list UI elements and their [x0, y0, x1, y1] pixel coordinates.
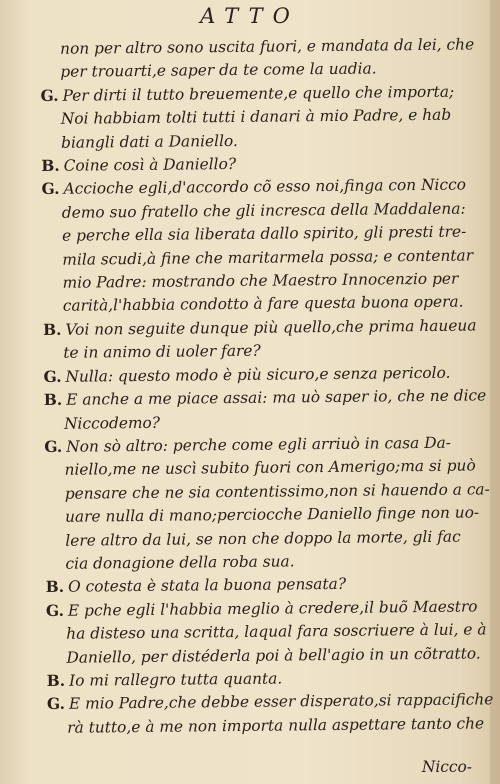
speaker-label: B. — [42, 320, 62, 339]
speaker-label: B. — [43, 390, 63, 410]
speaker-label: G. — [46, 695, 66, 714]
text-line — [47, 712, 485, 740]
line-text: Coine così à Daniello? — [63, 154, 237, 175]
text-line — [41, 104, 473, 132]
text-line — [45, 525, 477, 553]
line-text: Daniello, per distéderla poi à bell'agio in un cõtratto. — [66, 643, 481, 667]
line-text: cia donagione della roba sua. — [65, 552, 295, 573]
line-text: O cotesta è stata la buona pensata? — [68, 575, 347, 597]
running-head: ATTO — [200, 4, 300, 28]
text-line — [43, 314, 475, 342]
line-text: mila scudi,à fine che maritarmela possa; e contentar — [62, 246, 474, 269]
line-text: pensare che ne sia contentissimo,non si hauendo a ca- — [64, 480, 490, 503]
line-text: demo suo fratello che gli incresca della Maddalena: — [61, 199, 466, 222]
line-text: mio Padre: mostrando che Maestro Innocenzio per — [62, 269, 459, 292]
line-text: Voi non seguite dunque più quello,che prima haueua — [65, 316, 477, 339]
line-text: Accioche egli,d'accordo cõ esso noi,finga con Nicco — [63, 175, 467, 199]
line-text: e perche ella sia liberata dallo spirito, gli presti tre- — [61, 222, 467, 246]
line-text: E pche egli l'habbia meglio à credere,il buõ Maestro — [67, 597, 478, 620]
line-text: uare nulla di mano;perciocche Daniello finge non uo- — [64, 503, 480, 526]
dialogue-text-block — [40, 33, 494, 740]
line-text: E mio Padre,che debbe esser disperato,si rappacifiche — [68, 690, 494, 714]
line-text: Niccodemo? — [63, 413, 161, 433]
line-text: Non sò altro: perche come egli arriuò in casa Da- — [66, 433, 452, 456]
line-text: non per altro sono uscita fuori, e mandata da lei, che — [60, 35, 475, 58]
speaker-label: G. — [43, 367, 62, 386]
speaker-label: G. — [45, 601, 65, 620]
line-text: Noi habbiam tolti tutti i danari à mio Padre, e hab — [60, 105, 452, 129]
text-line — [43, 385, 487, 413]
speaker-label: G. — [41, 180, 60, 199]
facing-page-edge — [490, 0, 500, 784]
line-text: E anche a me piace assai: ma uò saper io, che ne dice — [66, 386, 487, 409]
line-text: per trouarti,e saper da te come la uadia. — [60, 59, 377, 82]
speaker-label: B. — [45, 578, 65, 597]
line-text: lere altro da lui, se non che doppo la morte, gli fac — [65, 527, 461, 550]
speaker-label: B. — [41, 156, 60, 176]
speaker-label: G. — [44, 437, 63, 456]
line-text: Io mi rallegro tutta quanta. — [69, 669, 283, 690]
line-text: biangli dati a Daniello. — [61, 131, 238, 152]
line-text: carità,l'habbia condotto à fare questa buona opera. — [62, 293, 464, 316]
speaker-label: G. — [40, 86, 59, 105]
line-text: Per dirti il tutto breuemente,e quello che importa; — [62, 82, 455, 105]
speaker-label: B. — [46, 671, 66, 690]
line-text: ha disteso una scritta, laqual fara soscriuere à lui, e à — [66, 620, 487, 643]
line-text: rà tutto,e à me non importa nulla aspettare tanto che — [67, 714, 485, 737]
text-line — [46, 642, 481, 670]
line-text: niello,me ne uscì subito fuori con Amerigo;ma si può — [64, 456, 476, 480]
line-text: te in animo di uoler fare? — [63, 341, 261, 363]
line-text: Nulla: questo modo è più sicuro,e senza pericolo. — [65, 363, 451, 386]
catchword: Nicco- — [421, 758, 472, 776]
